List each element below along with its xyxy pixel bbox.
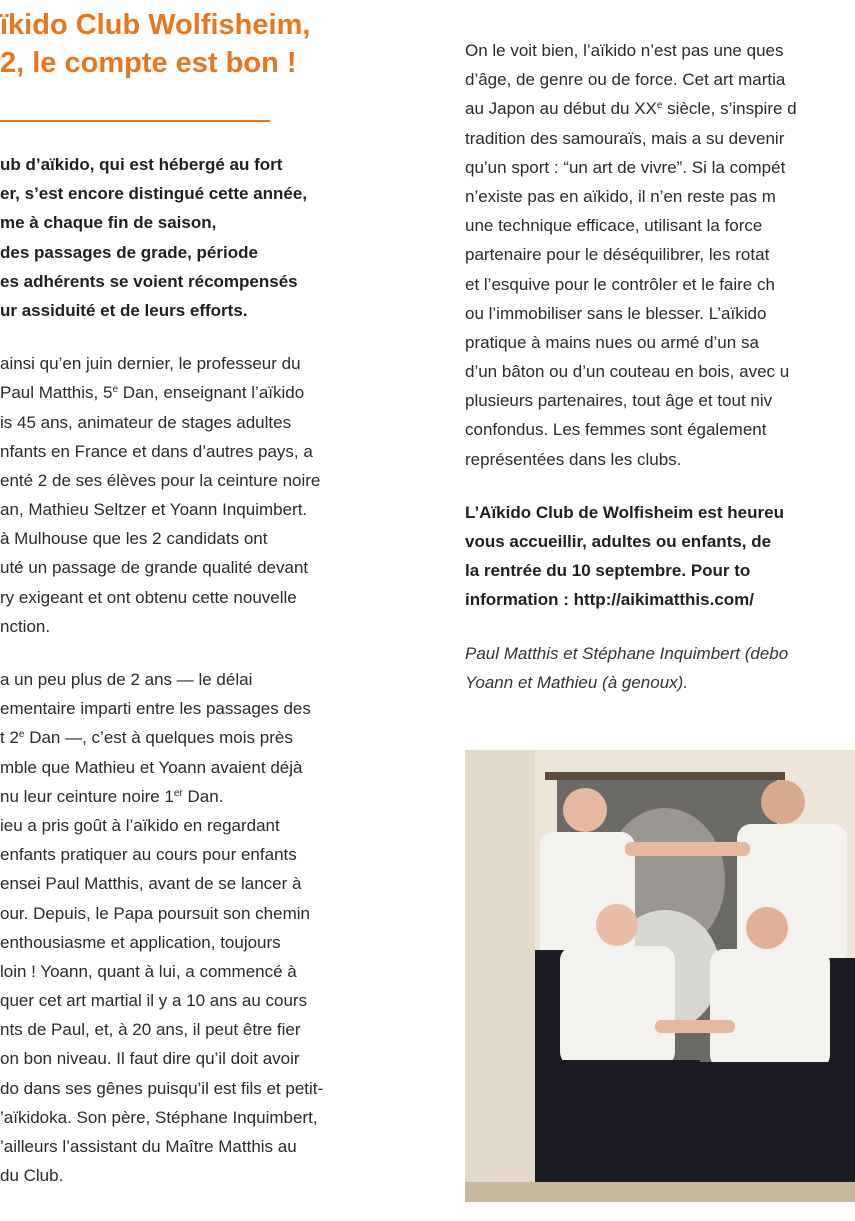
group-photo-illustration xyxy=(465,750,855,1202)
text-line: ensei Paul Matthis, avant de se lancer à xyxy=(0,874,302,894)
text-line: à Mulhouse que les 2 candidats ont xyxy=(0,529,268,549)
text-line: d’âge, de genre ou de force. Cet art martia xyxy=(465,70,786,90)
text-line: n’existe pas en aïkido, il n’en reste pas m xyxy=(465,186,776,206)
text-line: plusieurs partenaires, tout âge et tout niv xyxy=(465,391,773,411)
lead-line: es adhérents se voient récompensés xyxy=(0,271,298,291)
text-line: ry exigeant et ont obtenu cette nouvelle xyxy=(0,587,297,607)
lead-paragraph xyxy=(0,150,392,325)
text-line: on bon niveau. Il faut dire qu’il doit avoir xyxy=(0,1049,300,1069)
text-line: an, Mathieu Seltzer et Yoann Inquimbert. xyxy=(0,500,308,520)
banner-rod xyxy=(545,772,785,780)
lead-line: ur assiduité et de leurs efforts. xyxy=(0,300,248,320)
text-line: is 45 ans, animateur de stages adultes xyxy=(0,412,292,432)
callout-line: la rentrée du 10 septembre. Pour to xyxy=(465,561,751,581)
text-line: pratique à mains nues ou armé d’un sa xyxy=(465,332,759,352)
text-line: do dans ses gênes puisqu’il est fils et petit- xyxy=(0,1078,324,1098)
paragraph-2 xyxy=(0,665,392,811)
paragraph-3 xyxy=(0,811,392,1190)
title-line-1: ïkido Club Wolfisheim, xyxy=(0,9,311,41)
text-line: quer cet art martial il y a 10 ans au cours xyxy=(0,991,308,1011)
text-line: nction. xyxy=(0,616,51,636)
paragraph-4 xyxy=(465,36,855,474)
text-line: mble que Mathieu et Yoann avaient déjà xyxy=(0,757,303,777)
group-photo xyxy=(465,750,855,1202)
text-line: représentées dans les clubs. xyxy=(465,449,682,469)
callout-line: information : http://aikimatthis.com/ xyxy=(465,590,755,610)
caption-line: Yoann et Mathieu (à genoux). xyxy=(465,672,689,692)
callout-line: vous accueillir, adultes ou enfants, de xyxy=(465,532,772,551)
text-line: ainsi qu’en juin dernier, le professeur du xyxy=(0,354,301,374)
text-line: d’un bâton ou d’un couteau en bois, avec u xyxy=(465,362,790,382)
text-line: qu’un sport : “un art de vivre”. Si la compét xyxy=(465,157,786,177)
text-line: ’aïkidoka. Son père, Stéphane Inquimbert, xyxy=(0,1107,318,1127)
text-line: On le voit bien, l’aïkido n’est pas une ques xyxy=(465,41,784,60)
text-line: our. Depuis, le Papa poursuit son chemin xyxy=(0,903,310,923)
left-column xyxy=(0,150,392,1190)
right-column xyxy=(465,36,855,697)
text-line: une technique efficace, utilisant la force xyxy=(465,216,763,236)
gi-kneeling-left xyxy=(560,946,675,1066)
title-divider xyxy=(0,120,270,122)
text-line: confondus. Les femmes sont également xyxy=(465,420,767,440)
text-line: a un peu plus de 2 ans — le délai xyxy=(0,670,253,689)
text-line: loin ! Yoann, quant à lui, a commencé à xyxy=(0,961,297,981)
lead-line: er, s’est encore distingué cette année, xyxy=(0,184,308,204)
text-line: enfants pratiquer au cours pour enfants xyxy=(0,845,297,865)
article-title xyxy=(0,6,420,82)
text-line: t 2e Dan —, c’est à quelques mois près xyxy=(0,728,293,748)
text-line: tradition des samouraïs, mais a su devenir xyxy=(465,128,785,148)
paragraph-1 xyxy=(0,349,392,641)
text-line: du Club. xyxy=(0,1166,64,1186)
caption-line: Paul Matthis et Stéphane Inquimbert (debo xyxy=(465,643,789,663)
text-line: ou l’immobiliser sans le blesser. L’aïkido xyxy=(465,303,767,323)
photo-caption xyxy=(465,639,855,697)
text-line: ’ailleurs l’assistant du Maître Matthis au xyxy=(0,1137,297,1156)
lead-line: des passages de grade, période xyxy=(0,242,258,262)
text-line: enthousiasme et application, toujours xyxy=(0,932,281,952)
text-line: nts de Paul, et, à 20 ans, il peut être fier xyxy=(0,1020,301,1040)
text-line: nfants en France et dans d’autres pays, a xyxy=(0,441,313,461)
callout xyxy=(465,498,855,615)
text-line: enté 2 de ses élèves pour la ceinture noire xyxy=(0,470,321,490)
text-line: ementaire imparti entre les passages des xyxy=(0,699,311,719)
text-line: partenaire pour le déséquilibrer, les rotat xyxy=(465,245,770,265)
text-line: Paul Matthis, 5e Dan, enseignant l’aïkido xyxy=(0,383,305,403)
text-line: uté un passage de grande qualité devant xyxy=(0,558,309,578)
text-line: nu leur ceinture noire 1er Dan. xyxy=(0,786,224,806)
title-line-2: 2, le compte est bon ! xyxy=(0,47,297,79)
lead-line: me à chaque fin de saison, xyxy=(0,213,217,233)
text-line: au Japon au début du XXe siècle, s’inspire d xyxy=(465,99,797,119)
text-line: et l’esquive pour le contrôler et le faire ch xyxy=(465,274,775,294)
gi-kneeling-right xyxy=(710,949,830,1069)
text-line: ieu a pris goût à l’aïkido en regardant xyxy=(0,815,280,835)
lead-line: ub d’aïkido, qui est hébergé au fort xyxy=(0,155,283,174)
callout-line: L’Aïkido Club de Wolfisheim est heureu xyxy=(465,502,784,522)
